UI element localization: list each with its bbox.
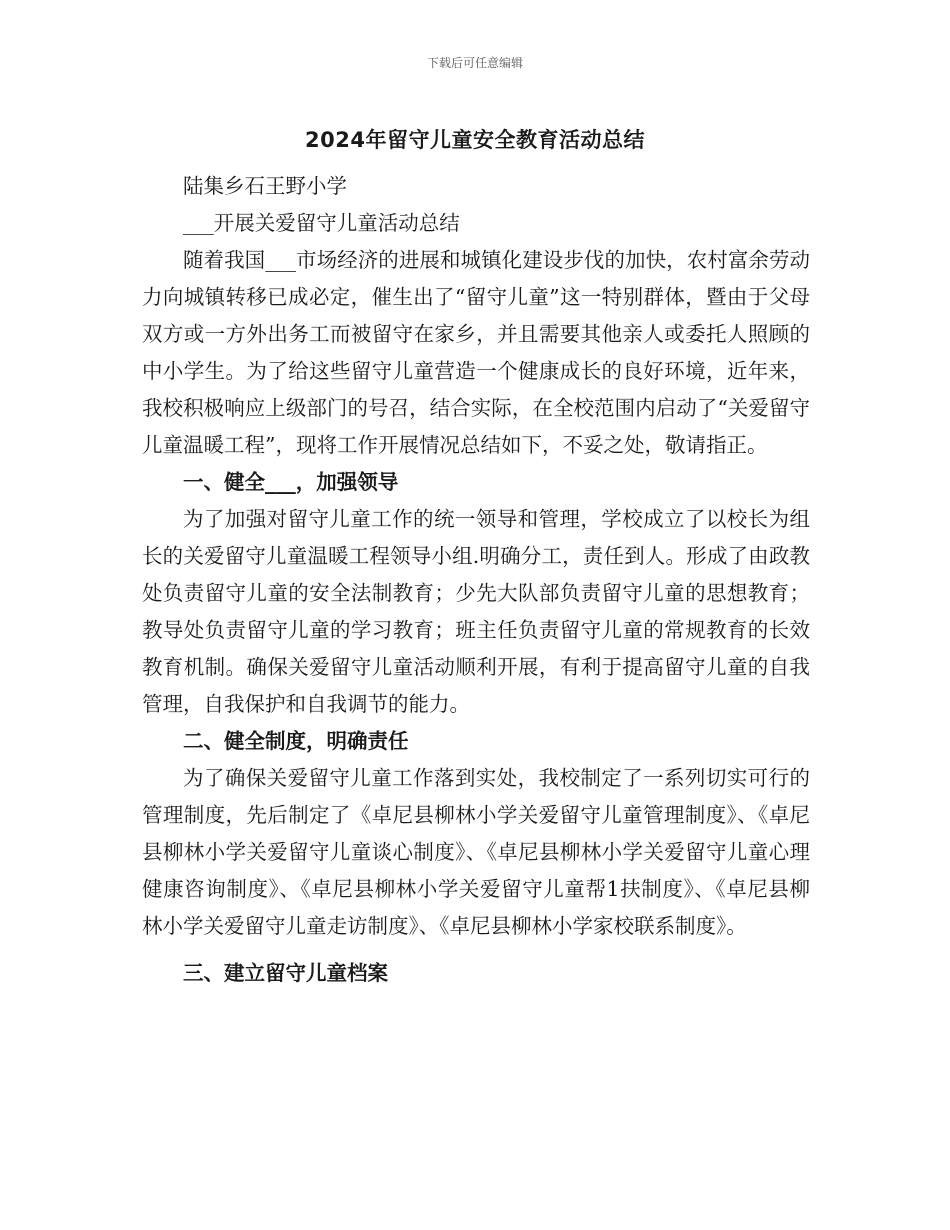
section-2-heading: 二、健全制度，明确责任 xyxy=(183,729,409,753)
school-name: 陆集乡石王野小学 xyxy=(183,174,347,198)
document-title: 2024年留守儿童安全教育活动总结 xyxy=(305,128,645,152)
document-body xyxy=(142,168,810,992)
section-1-paragraph: 为了加强对留守儿童工作的统一领导和管理，学校成立了以校长为组长的关爱留守儿童温暖工程领导小组.明确分工，责任到人。形成了由政教处负责留守儿童的安全法制教育；少先大队部负责留守儿童的思想教育；教导处负责留守儿童的学习教育；班主任负责留守儿童的常规教育的长效教育机制。确保关爱留守儿童活动顺利开展，有利于提高留守儿童的自我管理，自我保护和自我调节的能力。 xyxy=(142,507,810,716)
header-note: 下载后可任意编辑 xyxy=(426,56,523,70)
intro-paragraph: 随着我国___市场经济的进展和城镇化建设步伐的加快，农村富余劳动力向城镇转移已成必定，催生出了“留守儿童”这一特别群体，暨由于父母双方或一方外出务工而被留守在家乡，并且需要其他亲人或委托人照顾的中小学生。为了给这些留守儿童营造一个健康成长的良好环境，近年来，我校积极响应上级部门的号召，结合实际，在全校范围内启动了“关爱留守儿童温暖工程”，现将工作开展情况总结如下，不妥之处，敬请指正。 xyxy=(142,248,810,457)
section-1-heading: 一、健全___，加强领导 xyxy=(183,470,399,494)
section-3-heading: 三、建立留守儿童档案 xyxy=(183,961,388,985)
section-2-paragraph: 为了确保关爱留守儿童工作落到实处，我校制定了一系列切实可行的管理制度，先后制定了《卓尼县柳林小学关爱留守儿童管理制度》、《卓尼县柳林小学关爱留守儿童谈心制度》、《卓尼县柳林小学关爱留守儿童心理健康咨询制度》、《卓尼县柳林小学关爱留守儿童帮1扶制度》、《卓尼县柳林小学关爱留守儿童走访制度》、《卓尼县柳林小学家校联系制度》。 xyxy=(142,766,810,938)
subtitle: ___开展关爱留守儿童活动总结 xyxy=(183,211,460,235)
